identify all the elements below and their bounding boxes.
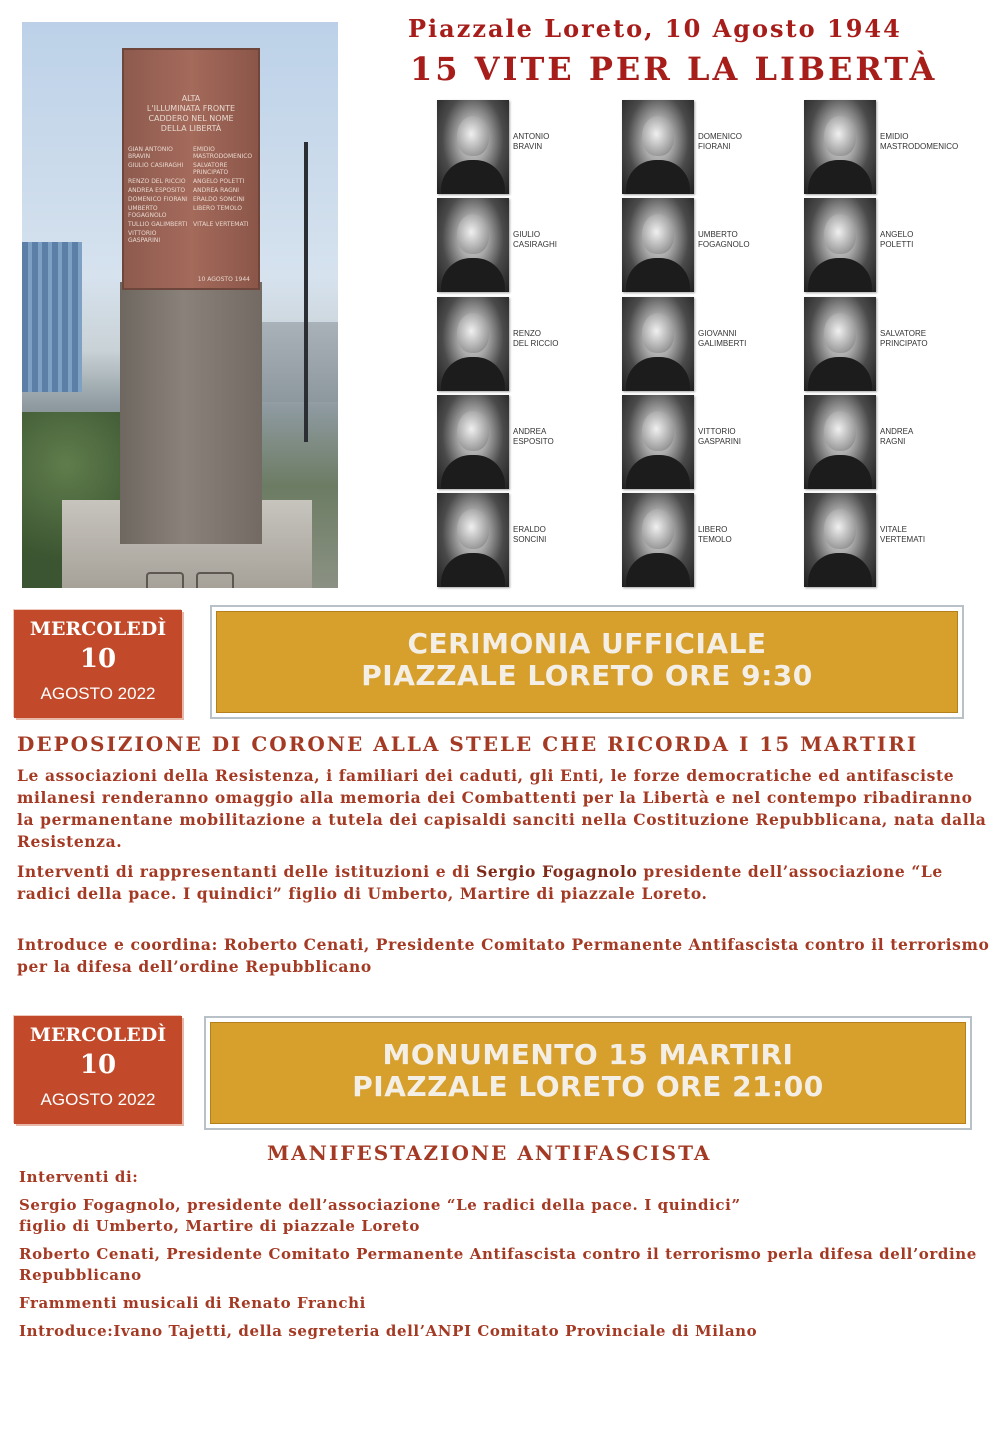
- stele-name: ANDREA ESPOSITO: [128, 187, 186, 194]
- closing-note: Introduce:Ivano Tajetti, della segreteria dell’ANPI Comitato Provinciale di Milano: [19, 1322, 758, 1340]
- portrait-name: ANDREA RAGNI: [880, 427, 914, 446]
- highlighted-name: Sergio Fogagnolo: [476, 862, 638, 881]
- portrait-photo: [622, 395, 694, 489]
- monument-photo: [22, 22, 338, 588]
- paragraph: [17, 861, 977, 905]
- portrait-photo: [437, 100, 509, 194]
- portrait-photo: [804, 395, 876, 489]
- portrait-name: VITALE VERTEMATI: [880, 525, 926, 544]
- background-building: [22, 242, 82, 392]
- stele-name: TULLIO GALIMBERTI: [128, 221, 188, 228]
- portrait-name: GIOVANNI GALIMBERTI: [698, 329, 747, 348]
- banner-line-1: CERIMONIA UFFICIALE: [407, 627, 767, 660]
- banner-panel: [216, 611, 958, 713]
- coat-of-arms-icon: [146, 572, 184, 588]
- portrait-photo: [622, 297, 694, 391]
- portrait-name: RENZO DEL RICCIO: [513, 329, 559, 348]
- portrait-photo: [622, 198, 694, 292]
- portrait-suit: [626, 455, 690, 489]
- stele-name: SALVATORE PRINCIPATO: [193, 162, 229, 176]
- portrait-suit: [626, 357, 690, 391]
- badge-weekday: MERCOLEDÌ: [29, 618, 167, 640]
- portrait-face: [457, 411, 489, 451]
- badge-weekday: MERCOLEDÌ: [29, 1024, 167, 1046]
- badge-month-year: AGOSTO 2022: [40, 684, 156, 703]
- event-banner: [204, 1016, 972, 1130]
- portrait-suit: [808, 455, 872, 489]
- stele-name: DOMENICO FIORANI: [128, 196, 188, 203]
- portrait-face: [642, 214, 674, 254]
- speakers-intro: Interventi di:: [19, 1168, 139, 1186]
- portrait-name: VITTORIO GASPARINI: [698, 427, 741, 446]
- stele-name: UMBERTO FOGAGNOLO: [128, 205, 167, 219]
- portrait-suit: [441, 258, 505, 292]
- portrait-name: UMBERTO FOGAGNOLO: [698, 230, 750, 249]
- portrait-face: [642, 313, 674, 353]
- badge-day-number: 10: [79, 644, 117, 674]
- stele-name: GIAN ANTONIO BRAVIN: [128, 146, 173, 160]
- stele-name: RENZO DEL RICCIO: [128, 178, 186, 185]
- portrait-face: [457, 509, 489, 549]
- stele-name: ANDREA RAGNI: [193, 187, 240, 194]
- portrait-suit: [441, 160, 505, 194]
- section-heading: DEPOSIZIONE DI CORONE ALLA STELE CHE RICORDA I 15 MARTIRI: [17, 732, 919, 756]
- paragraph: Introduce e coordina: Roberto Cenati, Presidente Comitato Permanente Antifascista contro il terrorismo per la difesa dell’ordine Repubblicano: [17, 935, 990, 976]
- portrait-name: ANDREA ESPOSITO: [513, 427, 554, 446]
- portrait-suit: [441, 553, 505, 587]
- stele-name: ERALDO SONCINI: [193, 196, 245, 203]
- stele-name: VITALE VERTEMATI: [193, 221, 249, 228]
- music-note: Frammenti musicali di Renato Franchi: [19, 1294, 366, 1312]
- portrait-face: [824, 116, 856, 156]
- section-heading: MANIFESTAZIONE ANTIFASCISTA: [267, 1141, 712, 1165]
- portrait-face: [642, 411, 674, 451]
- street-lamp: [304, 142, 308, 442]
- portrait-name: ERALDO SONCINI: [513, 525, 547, 544]
- text-run: Interventi di rappresentanti delle istituzioni e di: [17, 862, 477, 881]
- portrait-photo: [622, 100, 694, 194]
- portrait-photo: [804, 198, 876, 292]
- portrait-name: SALVATORE PRINCIPATO: [880, 329, 928, 348]
- banner-panel: [210, 1022, 966, 1124]
- portrait-face: [457, 214, 489, 254]
- portrait-photo: [437, 297, 509, 391]
- portrait-name: ANGELO POLETTI: [880, 230, 914, 249]
- event-banner: [210, 605, 964, 719]
- portrait-name: EMIDIO MASTRODOMENICO: [880, 132, 959, 151]
- portrait-suit: [626, 258, 690, 292]
- speaker-item: Sergio Fogagnolo, presidente dell’associazione “Le radici della pace. I quindici”: [19, 1196, 741, 1214]
- stele-inscription: ALTA L'ILLUMINATA FRONTE CADDERO NEL NOME DELLA LIBERTÀ: [146, 94, 236, 133]
- speaker-item-continued: figlio di Umberto, Martire di piazzale Loreto: [19, 1217, 420, 1235]
- stele-date: 10 AGOSTO 1944: [197, 276, 250, 283]
- date-badge: [14, 1016, 182, 1124]
- portrait-face: [457, 116, 489, 156]
- portrait-suit: [626, 160, 690, 194]
- portrait-photo: [804, 493, 876, 587]
- portrait-face: [824, 313, 856, 353]
- portrait-suit: [808, 553, 872, 587]
- portrait-photo: [437, 493, 509, 587]
- portrait-face: [824, 214, 856, 254]
- stele-name: LIBERO TEMOLO: [193, 205, 243, 212]
- stele-name: EMIDIO MASTRODOMENICO: [193, 146, 253, 160]
- portrait-photo: [622, 493, 694, 587]
- portrait-face: [824, 509, 856, 549]
- portrait-suit: [808, 258, 872, 292]
- monument-plinth: [120, 282, 262, 544]
- coat-of-arms-icon: [196, 572, 234, 588]
- text-run: presidente dell’associazione “Le radici della pace. I quindici” figlio di Umberto, Martire di piazzale Loreto.: [17, 862, 943, 903]
- portrait-photo: [437, 198, 509, 292]
- stele-name: GIULIO CASIRAGHI: [128, 162, 184, 169]
- portrait-suit: [441, 455, 505, 489]
- portrait-suit: [808, 160, 872, 194]
- stele-name: VITTORIO GASPARINI: [128, 230, 161, 244]
- stele-names: [128, 146, 254, 244]
- portrait-name: ANTONIO BRAVIN: [513, 132, 550, 151]
- portrait-suit: [441, 357, 505, 391]
- banner-line-2: PIAZZALE LORETO ORE 21:00: [352, 1070, 824, 1103]
- badge-month-year: AGOSTO 2022: [40, 1090, 156, 1109]
- badge-day-number: 10: [79, 1050, 117, 1080]
- page-title: 15 VITE PER LA LIBERTÀ: [410, 50, 938, 88]
- banner-line-1: MONUMENTO 15 MARTIRI: [382, 1038, 794, 1071]
- monument-stele: [122, 48, 260, 290]
- paragraph: Le associazioni della Resistenza, i familiari dei caduti, gli Enti, le forze democratiche ed antifasciste milanesi renderanno omaggio alla memoria dei Combattenti per la Libertà e nel contempo ribadiranno la permanentane mobilitazione a tutela dei capisaldi sanciti nella Costituzione Repubblicana, nata dalla Resistenza.: [17, 766, 987, 851]
- portrait-face: [642, 116, 674, 156]
- date-badge: [14, 610, 182, 718]
- portrait-name: GIULIO CASIRAGHI: [513, 230, 558, 249]
- portrait-suit: [626, 553, 690, 587]
- page-subtitle: Piazzale Loreto, 10 Agosto 1944: [408, 14, 902, 43]
- stele-name: ANGELO POLETTI: [193, 178, 245, 185]
- banner-line-2: PIAZZALE LORETO ORE 9:30: [361, 659, 813, 692]
- portrait-photo: [804, 100, 876, 194]
- portrait-photo: [437, 395, 509, 489]
- portrait-face: [824, 411, 856, 451]
- portrait-name: LIBERO TEMOLO: [698, 525, 732, 544]
- portrait-face: [642, 509, 674, 549]
- portrait-face: [457, 313, 489, 353]
- portrait-photo: [804, 297, 876, 391]
- speaker-item: Roberto Cenati, Presidente Comitato Permanente Antifascista contro il terrorismo perla difesa dell’ordine Repubblicano: [19, 1245, 977, 1284]
- portrait-name: DOMENICO FIORANI: [698, 132, 742, 151]
- portrait-suit: [808, 357, 872, 391]
